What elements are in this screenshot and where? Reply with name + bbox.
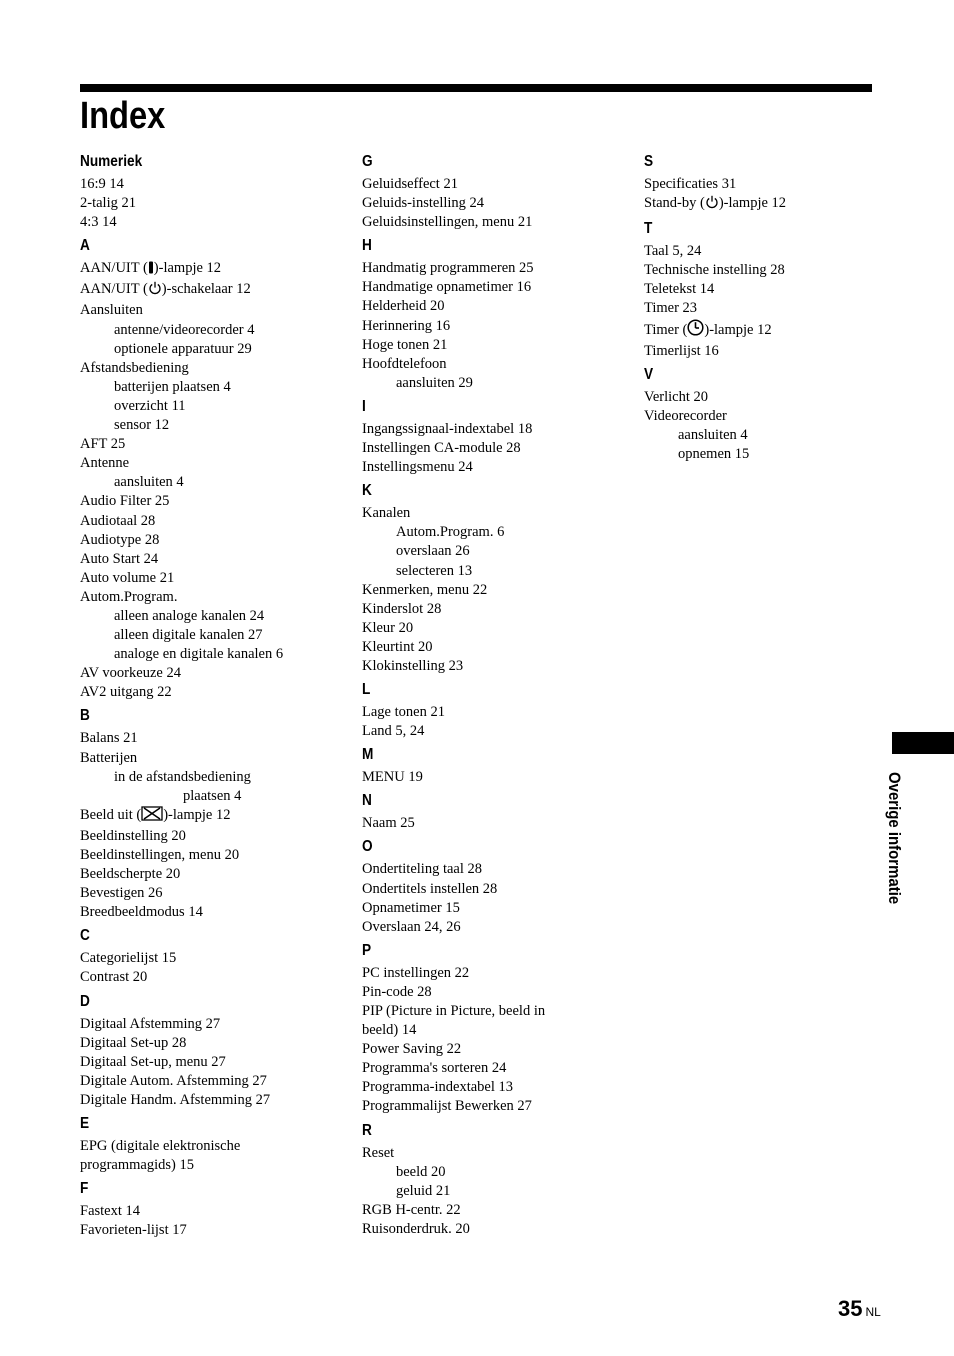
page-number <box>838 1296 881 1322</box>
section-letter: A <box>80 237 90 255</box>
index-entry: Geluidsinstellingen, menu 21 <box>362 214 533 231</box>
index-entry: Auto Start 24 <box>80 550 159 567</box>
index-entry: opnemen 15 <box>678 446 750 463</box>
index-entry: Handmatige opnametimer 16 <box>362 279 532 296</box>
index-entry: Hoge tonen 21 <box>362 336 448 353</box>
section-letter: L <box>362 681 371 699</box>
index-section <box>362 939 612 1117</box>
entry-text: Timer ( <box>644 321 688 338</box>
index-entry: programmagids) 15 <box>80 1157 194 1174</box>
index-entry: 16:9 14 <box>80 176 124 192</box>
index-entry: Klokinstelling 23 <box>362 657 464 674</box>
index-entry: Programma-indextabel 13 <box>362 1079 513 1096</box>
index-entry: Categorielijst 15 <box>80 950 177 967</box>
picture-off-icon <box>141 806 163 827</box>
index-entry: Helderheid 20 <box>362 298 445 315</box>
index-entry: overslaan 26 <box>396 543 470 560</box>
section-letter: K <box>362 482 372 500</box>
index-entry: PIP (Picture in Picture, beeld in <box>362 1003 546 1019</box>
index-entry: Instellingen CA-module 28 <box>362 440 521 457</box>
index-entry: Auto volume 21 <box>80 569 175 586</box>
index-entry: Digitale Autom. Afstemming 27 <box>80 1072 267 1089</box>
entry-text: )-lampje 12 <box>718 195 787 212</box>
index-entry: selecteren 13 <box>396 562 473 579</box>
index-entry: Videorecorder <box>644 407 727 424</box>
entry-text: )-schakelaar 12 <box>161 281 251 298</box>
page-number-suffix: NL <box>865 1305 881 1319</box>
index-section <box>644 217 894 361</box>
entry-text: )-lampje 12 <box>153 260 222 277</box>
index-entry: Audiotype 28 <box>80 531 160 548</box>
section-letter: N <box>362 792 372 810</box>
index-entry: Technische instelling 28 <box>644 262 785 279</box>
index-entry: Digitaal Afstemming 27 <box>80 1015 221 1032</box>
index-entry: Aansluiten <box>80 302 143 319</box>
index-section <box>362 678 612 741</box>
index-entry: batterijen plaatsen 4 <box>114 378 231 395</box>
index-entry: Contrast 20 <box>80 969 148 986</box>
index-section <box>362 789 612 833</box>
index-entry: Handmatig programmeren 25 <box>362 260 534 277</box>
index-section <box>80 1177 330 1240</box>
index-entry: antenne/videorecorder 4 <box>114 321 255 338</box>
index-entry: Digitaal Set-up 28 <box>80 1034 187 1051</box>
index-entry: in de afstandsbediening <box>114 768 251 785</box>
power-symbol-icon <box>705 195 719 215</box>
index-entry: Kinderslot 28 <box>362 600 442 617</box>
index-entry: Favorieten-lijst 17 <box>80 1222 187 1239</box>
index-entry: Kanalen <box>362 505 411 522</box>
index-entry: Kleurtint 20 <box>362 638 433 655</box>
index-entry: Batterijen <box>80 749 138 766</box>
index-entry: Ondertitels instellen 28 <box>362 880 498 897</box>
index-entry: Specificaties 31 <box>644 176 737 192</box>
index-entry: Programmalijst Bewerken 27 <box>362 1098 532 1115</box>
index-entry: Overslaan 24, 26 <box>362 918 461 935</box>
index-entry <box>80 806 330 827</box>
timer-clock-icon <box>687 319 704 342</box>
index-entry: Timerlijst 16 <box>644 342 719 359</box>
index-entry: AFT 25 <box>80 436 126 453</box>
index-entry: Afstandsbediening <box>80 359 189 376</box>
index-entry: Herinnering 16 <box>362 317 451 334</box>
index-entry: Programma's sorteren 24 <box>362 1060 507 1077</box>
index-section <box>80 990 330 1110</box>
section-letter: T <box>644 220 653 238</box>
index-entry: Geluids-instelling 24 <box>362 195 485 212</box>
index-section <box>362 1119 612 1239</box>
index-entry: optionele apparatuur 29 <box>114 340 252 357</box>
section-letter: Numeriek <box>80 153 143 170</box>
index-entry <box>80 280 330 301</box>
index-entry: PC instellingen 22 <box>362 964 470 981</box>
index-entry: Teletekst 14 <box>644 281 715 298</box>
section-letter: V <box>644 365 654 383</box>
header-rule <box>80 84 872 92</box>
index-entry: Instellingsmenu 24 <box>362 459 473 476</box>
section-letter: H <box>362 237 372 255</box>
entry-text: )-lampje 12 <box>704 321 772 338</box>
index-entry: overzicht 11 <box>114 397 186 414</box>
entry-text: Beeld uit ( <box>80 806 142 823</box>
index-section <box>362 835 612 936</box>
index-entry: Kenmerken, menu 22 <box>362 581 488 598</box>
index-entry: AV voorkeuze 24 <box>80 665 181 682</box>
index-section <box>362 479 612 676</box>
index-entry: Naam 25 <box>362 815 415 832</box>
index-entry: Pin-code 28 <box>362 983 432 1000</box>
index-entry: Fastext 14 <box>80 1203 141 1220</box>
index-entry: Autom.Program. <box>80 588 178 605</box>
section-letter: S <box>644 153 654 170</box>
index-entry <box>80 259 330 280</box>
index-section <box>80 234 330 702</box>
entry-text: AAN/UIT ( <box>80 281 148 298</box>
index-entry: alleen digitale kanalen 27 <box>114 627 263 644</box>
index-section <box>362 395 612 477</box>
index-entry: Balans 21 <box>80 730 138 747</box>
entry-text: )-lampje 12 <box>163 806 231 823</box>
index-entry: Antenne <box>80 455 130 472</box>
index-section <box>362 743 612 787</box>
index-section <box>362 150 612 232</box>
index-entry: aansluiten 29 <box>396 374 473 391</box>
index-column-2 <box>362 150 612 1241</box>
index-entry: Ingangssignaal-indextabel 18 <box>362 420 533 437</box>
index-entry: Breedbeeldmodus 14 <box>80 904 203 921</box>
index-entry: Beeldscherpte 20 <box>80 866 181 883</box>
index-entry: Beeldinstelling 20 <box>80 827 186 844</box>
index-section <box>362 234 612 393</box>
index-entry: Timer 23 <box>644 300 698 317</box>
section-letter: E <box>80 1115 90 1133</box>
index-entry <box>644 319 894 342</box>
page-number-value: 35 <box>838 1296 863 1321</box>
index-entry: 4:3 14 <box>80 214 117 231</box>
index-entry: aansluiten 4 <box>678 426 748 443</box>
index-entry: Power Saving 22 <box>362 1041 462 1058</box>
index-entry: AV2 uitgang 22 <box>80 684 172 701</box>
index-entry: Reset <box>362 1144 395 1161</box>
section-letter: D <box>80 992 90 1010</box>
section-letter: C <box>80 927 90 945</box>
section-letter: M <box>362 746 374 764</box>
index-entry: Ondertiteling taal 28 <box>362 861 482 878</box>
index-entry: alleen analoge kanalen 24 <box>114 607 265 624</box>
index-entry: RGB H-centr. 22 <box>362 1201 461 1218</box>
side-tab-label: Overige informatie <box>885 772 904 905</box>
index-entry: geluid 21 <box>396 1182 451 1199</box>
index-entry: sensor 12 <box>114 417 170 434</box>
index-entry: Bevestigen 26 <box>80 885 163 902</box>
index-entry: plaatsen 4 <box>183 787 242 804</box>
index-entry: Beeldinstellingen, menu 20 <box>80 847 240 863</box>
index-entry <box>644 194 894 215</box>
index-entry: beeld 20 <box>396 1163 446 1180</box>
index-entry: Verlicht 20 <box>644 388 709 405</box>
index-section <box>80 924 330 987</box>
side-tab-bar <box>892 732 954 754</box>
section-letter: F <box>80 1180 89 1198</box>
power-symbol-icon <box>148 281 162 301</box>
index-entry: Hoofdtelefoon <box>362 355 447 372</box>
entry-text: AAN/UIT ( <box>80 260 148 277</box>
page-title: Index <box>80 95 166 137</box>
index-entry: Audiotaal 28 <box>80 512 156 529</box>
index-column-3 <box>644 150 894 466</box>
index-entry: Digitale Handm. Afstemming 27 <box>80 1091 271 1108</box>
index-column-1 <box>80 150 330 1242</box>
section-letter: P <box>362 941 372 959</box>
index-entry: Autom.Program. 6 <box>396 524 505 541</box>
section-letter: O <box>362 838 373 856</box>
index-entry: MENU 19 <box>362 769 423 786</box>
section-letter: G <box>362 153 373 170</box>
index-section <box>644 150 894 215</box>
index-section <box>644 363 894 464</box>
index-entry: Geluidseffect 21 <box>362 176 458 192</box>
index-entry: 2-talig 21 <box>80 195 136 212</box>
index-entry: analoge en digitale kanalen 6 <box>114 646 284 663</box>
index-entry: aansluiten 4 <box>114 474 184 491</box>
index-entry: Lage tonen 21 <box>362 704 445 721</box>
entry-text: Stand-by ( <box>644 195 705 212</box>
index-section <box>80 1112 330 1175</box>
index-entry: Land 5, 24 <box>362 723 425 740</box>
index-entry: Ruisonderdruk. 20 <box>362 1220 470 1237</box>
index-section <box>80 704 330 922</box>
index-entry: Kleur 20 <box>362 619 414 636</box>
index-section <box>80 150 330 232</box>
index-entry: Opnametimer 15 <box>362 899 460 916</box>
index-entry: Taal 5, 24 <box>644 243 702 260</box>
section-letter: R <box>362 1121 372 1139</box>
index-entry: Audio Filter 25 <box>80 493 170 510</box>
section-letter: B <box>80 707 90 725</box>
section-letter: I <box>362 397 366 415</box>
index-entry: beeld) 14 <box>362 1022 417 1039</box>
index-entry: Digitaal Set-up, menu 27 <box>80 1053 226 1070</box>
index-entry: EPG (digitale elektronische <box>80 1138 241 1155</box>
